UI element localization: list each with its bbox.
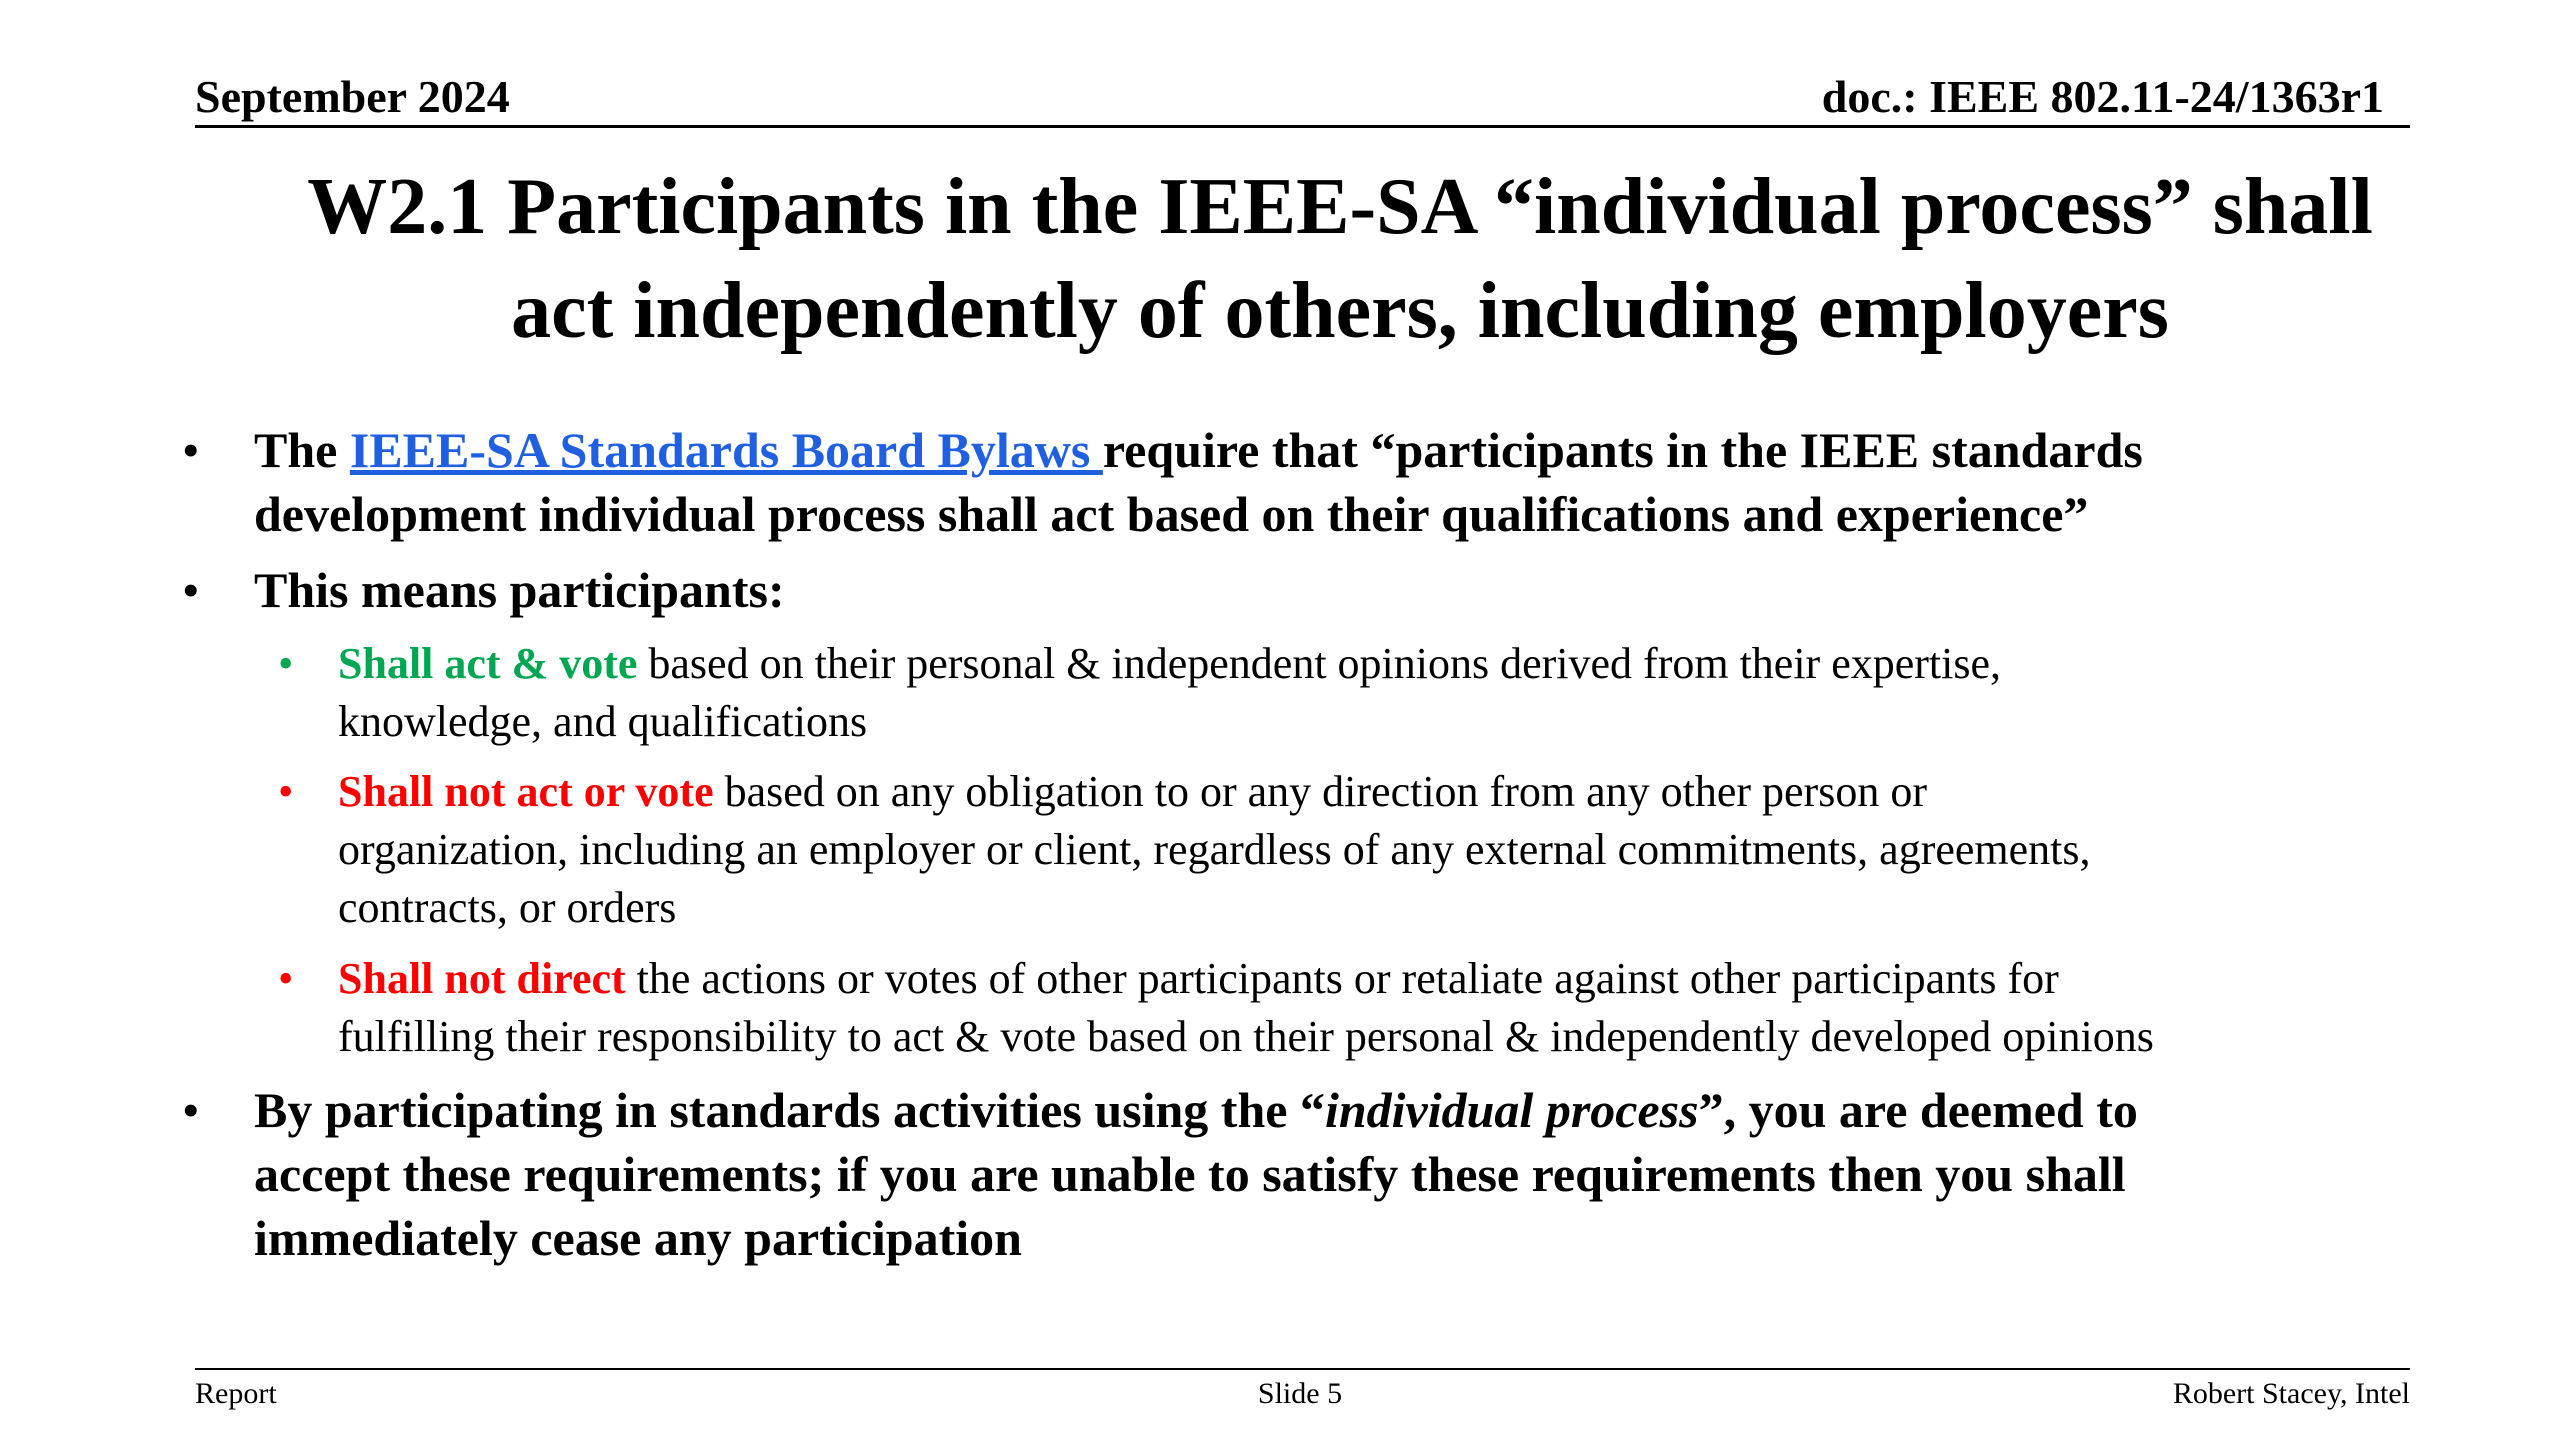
sub-bullet-shall-not-direct-text: the actions or votes of other participants or retaliate against other participants for <box>625 954 2059 1003</box>
sub-bullet-shall-act-line-2: knowledge, and qualifications <box>338 697 868 746</box>
bullet-bylaws <box>182 418 2394 546</box>
slide-number: Slide 5 <box>1257 1377 1343 1410</box>
bullet-participating <box>182 1078 2394 1270</box>
sub-bullet-shall-not-direct-emphasis: Shall not direct <box>338 954 626 1003</box>
sub-bullet-shall-act-text: based on their personal & independent opinions derived from their expertise, <box>637 639 2002 688</box>
header-doc-number: doc.: IEEE 802.11-24/1363r1 <box>1821 71 2384 122</box>
slide-title-line-2: act independently of others, including employers <box>511 267 2169 355</box>
slide-title <box>190 155 2490 363</box>
sub-bullet-icon: • <box>278 954 294 1003</box>
sub-bullet-shall-not-act-text: based on any obligation to or any direction from any other person or <box>713 767 1927 816</box>
bullet-means-text: This means participants: <box>254 562 785 618</box>
bullet-bylaws-post: require that “participants in the IEEE standards <box>1102 422 2143 478</box>
sub-bullet-shall-not-act-emphasis: Shall not act or vote <box>338 767 714 816</box>
bullet-participating-line-2: accept these requirements; if you are unable to satisfy these requirements then you shall <box>254 1146 2126 1202</box>
bullet-icon: • <box>182 562 200 618</box>
sub-bullet-shall-act-emphasis: Shall act & vote <box>338 639 638 688</box>
sub-bullet-shall-act <box>278 635 2388 751</box>
bullet-participating-italic: individual process <box>1324 1082 1699 1138</box>
footer-divider <box>195 1368 2410 1370</box>
bullet-participating-line-3: immediately cease any participation <box>254 1210 1022 1266</box>
sub-bullet-icon: • <box>278 639 294 688</box>
footer-left: Report <box>195 1377 277 1410</box>
footer-author: Robert Stacey, Intel <box>2172 1377 2410 1410</box>
bylaws-link[interactable]: IEEE-SA Standards Board Bylaws <box>349 422 1103 478</box>
header-divider <box>195 125 2410 128</box>
header-date: September 2024 <box>195 71 510 122</box>
sub-bullet-icon: • <box>278 767 294 816</box>
bullet-means <box>182 558 2394 622</box>
sub-bullet-shall-not-act-line-2: organization, including an employer or client, regardless of any external commitments, agreements, <box>338 825 2091 874</box>
bullet-participating-post: ”, you are deemed to <box>1698 1082 2138 1138</box>
sub-bullet-shall-not-direct <box>278 950 2388 1066</box>
slide-title-line-1: W2.1 Participants in the IEEE-SA “individual process” shall <box>307 163 2373 251</box>
sub-bullet-shall-not-act <box>278 763 2388 937</box>
bullet-icon: • <box>182 422 200 478</box>
sub-bullet-shall-not-direct-line-2: fulfilling their responsibility to act & vote based on their personal & independently developed opinions <box>338 1012 2154 1061</box>
bullet-bylaws-pre: The <box>254 422 350 478</box>
bullet-participating-pre: By participating in standards activities using the “ <box>254 1082 1325 1138</box>
sub-bullet-shall-not-act-line-3: contracts, or orders <box>338 883 677 932</box>
bullet-icon: • <box>182 1082 200 1138</box>
bullet-bylaws-line-2: development individual process shall act based on their qualifications and experience” <box>254 486 2089 542</box>
